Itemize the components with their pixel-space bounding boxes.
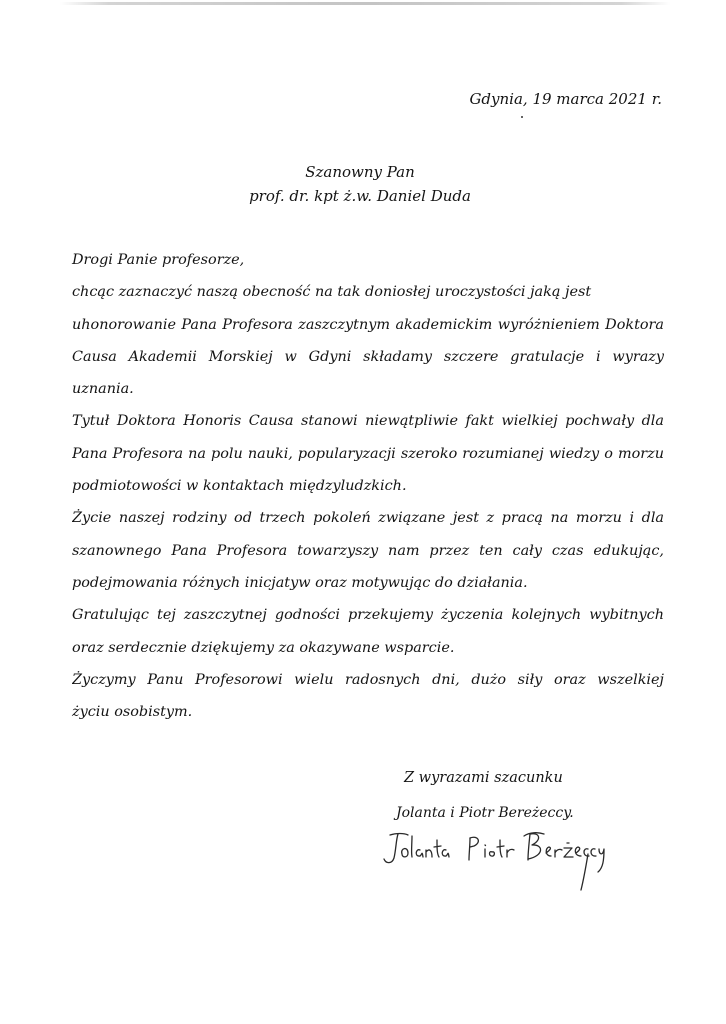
greeting: Drogi Panie profesorze, (72, 252, 245, 268)
body-line: Życzymy Panu Profesorowi wielu radosnych dni, dużo siły oraz wszelkiej (72, 671, 664, 688)
body-line: podmiotowości w kontaktach międzyludzkich. (72, 478, 407, 495)
handwritten-signature (374, 826, 606, 892)
scan-speck (521, 116, 523, 118)
addressee-block (230, 160, 490, 208)
body-line: podejmowania różnych inicjatyw oraz motywując do działania. (72, 574, 528, 591)
sender-names: Jolanta i Piotr Bereżeccy. (396, 805, 574, 821)
closing-phrase: Z wyrazami szacunku (404, 770, 563, 786)
scan-top-edge (60, 2, 670, 5)
letter-date: Gdynia, 19 marca 2021 r. (469, 90, 662, 108)
body-line: Pana Profesora na polu nauki, popularyzacji szeroko rozumianej wiedzy o morzu (72, 445, 664, 462)
addressee-title: Szanowny Pan (305, 163, 415, 181)
body-line: Życie naszej rodziny od trzech pokoleń związane jest z pracą na morzu i dla (72, 510, 664, 527)
body-line: Tytuł Doktora Honoris Causa stanowi niewątpliwie fakt wielkiej pochwały dla (72, 413, 664, 430)
body-line: szanownego Pana Profesora towarzyszy nam przez ten cały czas edukując, (72, 542, 664, 559)
body-line: chcąc zaznaczyć naszą obecność na tak doniosłej uroczystości jaką jest (72, 284, 592, 301)
body-line: oraz serdecznie dziękujemy za okazywane wsparcie. (72, 639, 455, 656)
addressee-name: prof. dr. kpt ż.w. Daniel Duda (249, 187, 471, 205)
body-line: Gratulując tej zaszczytnej godności przekujemy życzenia kolejnych wybitnych (72, 607, 664, 624)
body-line: Causa Akademii Morskiej w Gdyni składamy szczere gratulacje i wyrazy (72, 348, 664, 365)
body-line: uhonorowanie Pana Profesora zaszczytnym akademickim wyróżnieniem Doktora (72, 316, 664, 333)
body-line: życiu osobistym. (72, 704, 193, 721)
letter-body (72, 244, 664, 728)
body-line: uznania. (72, 381, 134, 398)
